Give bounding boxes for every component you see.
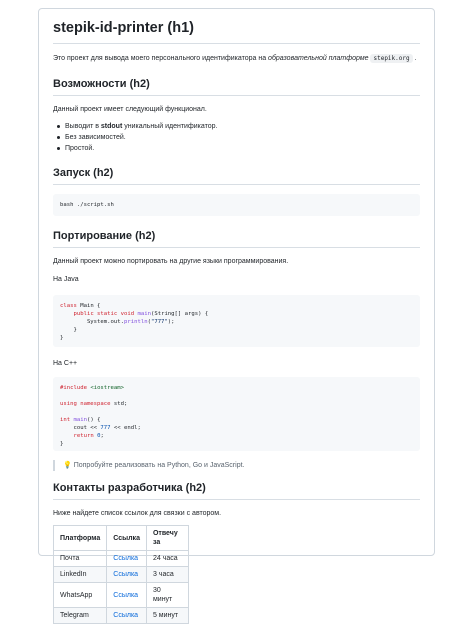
list-item xyxy=(53,121,420,132)
list-item-text: Простой. xyxy=(65,145,95,152)
link-cell xyxy=(107,567,147,583)
java-label: На Java xyxy=(53,276,79,283)
list-item xyxy=(53,132,420,143)
response-time-cell: 24 часа xyxy=(146,551,188,567)
cpp-code-block[interactable]: #include <iostream> using namespace std; int main() { cout << 777 << endl; return 0; } xyxy=(53,377,420,451)
porting-heading: Портирование (h2) xyxy=(53,229,420,248)
intro-text: Это проект для вывода моего персонального идентификатора на xyxy=(53,55,269,62)
table-header-row xyxy=(54,526,189,551)
intro-emphasis: образовательной платформе xyxy=(268,55,369,62)
column-header: Отвечу за xyxy=(146,526,188,551)
contact-link[interactable]: Ссылка xyxy=(113,555,139,562)
features-heading: Возможности (h2) xyxy=(53,77,420,96)
contact-link[interactable]: Ссылка xyxy=(113,571,139,578)
contact-link[interactable]: Ссылка xyxy=(113,591,139,599)
response-time-cell: 3 часа xyxy=(146,567,188,583)
table-row xyxy=(54,583,189,608)
java-code-block[interactable]: class Main { public static void main(String[] args) { System.out.println("777"); } } xyxy=(53,295,420,347)
platform-cell: LinkedIn xyxy=(54,567,107,583)
contacts-table xyxy=(53,525,189,624)
tip-blockquote xyxy=(53,460,420,471)
page-title: stepik-id-printer (h1) xyxy=(53,19,420,44)
list-item-bold: stdout xyxy=(100,123,123,130)
bash-code-block[interactable]: bash ./script.sh xyxy=(53,194,420,216)
launch-heading: Запуск (h2) xyxy=(53,166,420,185)
table-row xyxy=(54,567,189,583)
readme-card xyxy=(38,8,435,619)
column-header: Ссылка xyxy=(107,526,147,551)
porting-text: Данный проект можно портировать на другие языки программирования. xyxy=(53,258,289,265)
contacts-heading: Контакты разработчика (h2) xyxy=(53,481,420,500)
intro-period: . xyxy=(414,55,417,62)
cpp-label: На C++ xyxy=(53,360,78,367)
link-cell xyxy=(107,583,147,608)
table-row xyxy=(54,551,189,567)
platform-cell: Telegram xyxy=(54,608,107,624)
intro-paragraph xyxy=(53,54,420,64)
platform-cell: WhatsApp xyxy=(54,583,107,608)
response-time-cell: 30 минут xyxy=(146,583,188,608)
list-item xyxy=(53,143,420,154)
list-item-text: Выводит в xyxy=(65,123,101,130)
features-list xyxy=(53,121,420,154)
link-cell xyxy=(107,551,147,567)
features-text: Данный проект имеет следующий функционал. xyxy=(53,106,207,113)
tip-text: Попробуйте реализовать на Python, Go и JavaScript. xyxy=(73,462,245,469)
column-header: Платформа xyxy=(54,526,107,551)
response-time-cell: 5 минут xyxy=(146,608,188,624)
link-cell xyxy=(107,608,147,624)
intro-code: stepik.org xyxy=(370,54,412,63)
list-item-text: уникальный идентификатор. xyxy=(122,123,218,130)
contacts-text: Ниже найдете список ссылок для связки с автором. xyxy=(53,510,222,517)
list-item-text: Без зависимостей. xyxy=(65,134,126,141)
table-row xyxy=(54,608,189,624)
platform-cell: Почта xyxy=(54,551,107,567)
lightbulb-icon: 💡 xyxy=(63,462,72,469)
contact-link[interactable]: Ссылка xyxy=(113,612,139,619)
